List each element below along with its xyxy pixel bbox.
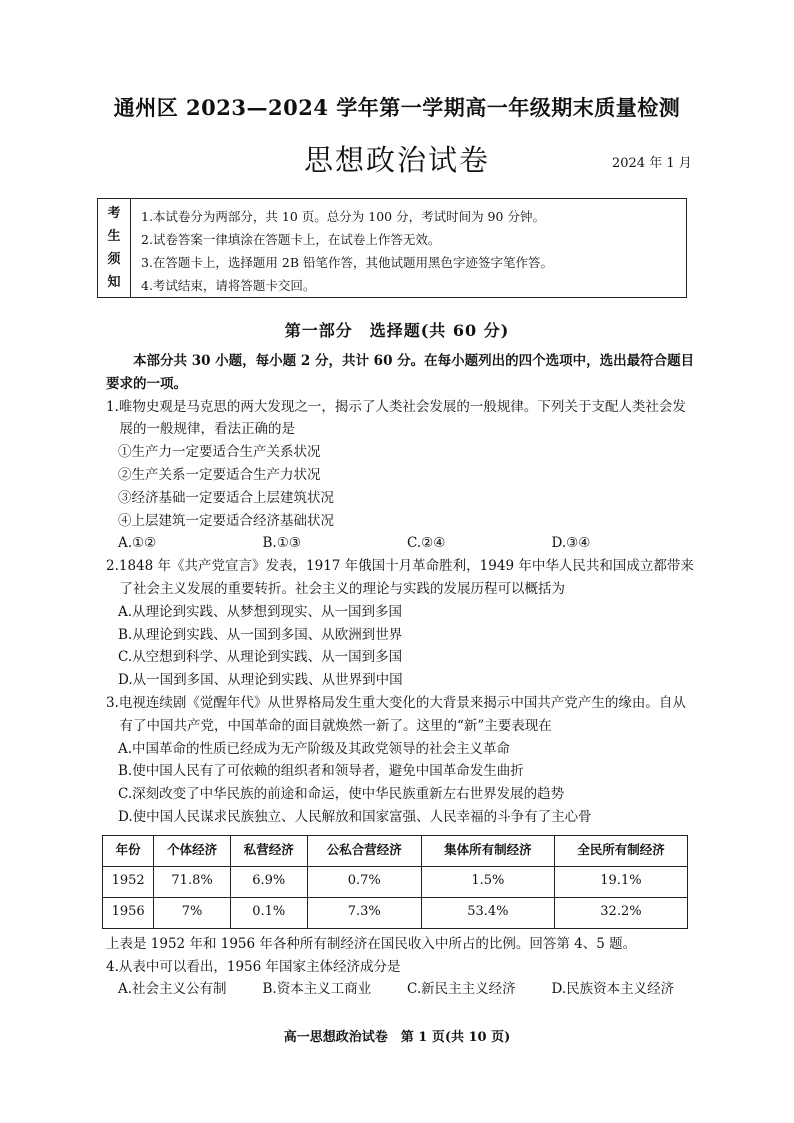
table-header-row [103, 835, 688, 866]
answer-options [106, 978, 696, 1001]
statement-item: ④上层建筑一定要适合经济基础状况 [118, 512, 334, 529]
statement-item: ③经济基础一定要适合上层建筑状况 [118, 489, 334, 506]
table-cell: 7.3% [307, 897, 421, 928]
option-c: C.②④ [407, 535, 446, 552]
question-stem: 2.1848 年《共产党宣言》发表，1917 年俄国十月革命胜利，1949 年中华人民共和国成立都带来了社会主义发展的重要转折。社会主义的理论与实践的发展历程可以概括为 [106, 558, 694, 597]
question-3 [106, 692, 696, 829]
table-cell: 71.8% [154, 866, 231, 897]
option-a: A.中国革命的性质已经成为无产阶级及其政党领导的社会主义革命 [118, 740, 511, 757]
notice-label [98, 199, 131, 297]
option-a: A.从理论到实践、从梦想到现实、从一国到多国 [118, 603, 403, 620]
questions-area [106, 350, 696, 1001]
notice-item: 1.本试卷分为两部分，共 10 页。总分为 100 分，考试时间为 90 分钟。 [141, 209, 545, 224]
option-d: D.③④ [551, 535, 591, 552]
table-header: 私营经济 [230, 835, 307, 866]
notice-item: 2.试卷答案一律填涂在答题卡上，在试卷上作答无效。 [141, 232, 441, 247]
question-stem: 4.从表中可以看出，1956 年国家主体经济成分是 [106, 958, 401, 975]
option-d: D.从一国到多国、从理论到实践、从世界到中国 [118, 672, 403, 689]
option-b: B.使中国人民有了可依赖的组织者和领导者，避免中国革命发生曲折 [118, 763, 524, 780]
section-intro: 本部分共 30 小题，每小题 2 分，共计 60 分。在每小题列出的四个选项中，选出最符合题目要求的一项。 [106, 353, 695, 392]
statement-item: ①生产力一定要适合生产关系状况 [118, 444, 321, 461]
table-cell: 1952 [103, 866, 154, 897]
table-header: 集体所有制经济 [421, 835, 554, 866]
question-4 [106, 956, 696, 1002]
question-stem: 1.唯物史观是马克思的两大发现之一，揭示了人类社会发展的一般规律。下列关于支配人类社会发展的一般规律，看法正确的是 [106, 398, 686, 438]
question-2 [106, 555, 696, 692]
exam-title: 通州区 2023—2024 学年第一学期高一年级期末质量检测 [113, 95, 681, 120]
table-cell: 0.1% [230, 897, 307, 928]
table-caption: 上表是 1952 年和 1956 年各种所有制经济在国民收入中所占的比例。回答第 4、5 题。 [106, 935, 637, 952]
table-cell: 1956 [103, 897, 154, 928]
statement-item: ②生产关系一定要适合生产力状况 [118, 466, 321, 483]
table-header: 年份 [103, 835, 154, 866]
option-c: C.新民主主义经济 [407, 981, 516, 998]
table-cell: 32.2% [554, 897, 687, 928]
notice-label-char: 考 [107, 206, 121, 221]
table-cell: 1.5% [421, 866, 554, 897]
notice-item: 4.考试结束，请将答题卡交回。 [141, 278, 316, 293]
table-row [103, 866, 688, 897]
option-a: A.①② [118, 535, 157, 552]
table-cell: 19.1% [554, 866, 687, 897]
notice-label-char: 须 [107, 252, 121, 267]
notice-label-char: 生 [107, 229, 121, 244]
option-d: D.使中国人民谋求民族独立、人民解放和国家富强、人民幸福的斗争有了主心骨 [118, 808, 592, 825]
table-header: 公私合营经济 [307, 835, 421, 866]
question-stem: 3.电视连续剧《觉醒年代》从世界格局发生重大变化的大背景来揭示中国共产党产生的缘由。自从有了中国共产党，中国革命的面目就焕然一新了。这里的“新”主要表现在 [106, 694, 686, 734]
table-header: 全民所有制经济 [554, 835, 687, 866]
table-header: 个体经济 [154, 835, 231, 866]
option-a: A.社会主义公有制 [118, 981, 227, 998]
option-b: B.从理论到实践、从一国到多国、从欧洲到世界 [118, 626, 403, 643]
table-cell: 6.9% [230, 866, 307, 897]
answer-options [106, 532, 696, 555]
option-d: D.民族资本主义经济 [551, 981, 675, 998]
exam-date: 2024 年 1 月 [612, 156, 692, 171]
table-cell: 7% [154, 897, 231, 928]
notice-items [131, 199, 686, 297]
option-b: B.资本主义工商业 [262, 981, 372, 998]
question-1 [106, 396, 696, 556]
option-b: B.①③ [262, 535, 301, 552]
subject-title: 思想政治试卷 [303, 143, 490, 177]
economy-share-table [102, 835, 688, 929]
section-title: 第一部分 选择题(共 60 分) [284, 321, 510, 340]
candidate-notice-box [97, 198, 687, 298]
notice-label-char: 知 [107, 275, 121, 290]
table-cell: 53.4% [421, 897, 554, 928]
page-footer: 高一思想政治试卷 第 1 页(共 10 页) [283, 1030, 511, 1045]
notice-item: 3.在答题卡上，选择题用 2B 铅笔作答，其他试题用黑色字迹签字笔作答。 [141, 255, 554, 270]
table-cell: 0.7% [307, 866, 421, 897]
table-row [103, 897, 688, 928]
option-c: C.深刻改变了中华民族的前途和命运，使中华民族重新左右世界发展的趋势 [118, 786, 565, 803]
option-c: C.从空想到科学、从理论到实践、从一国到多国 [118, 649, 403, 666]
